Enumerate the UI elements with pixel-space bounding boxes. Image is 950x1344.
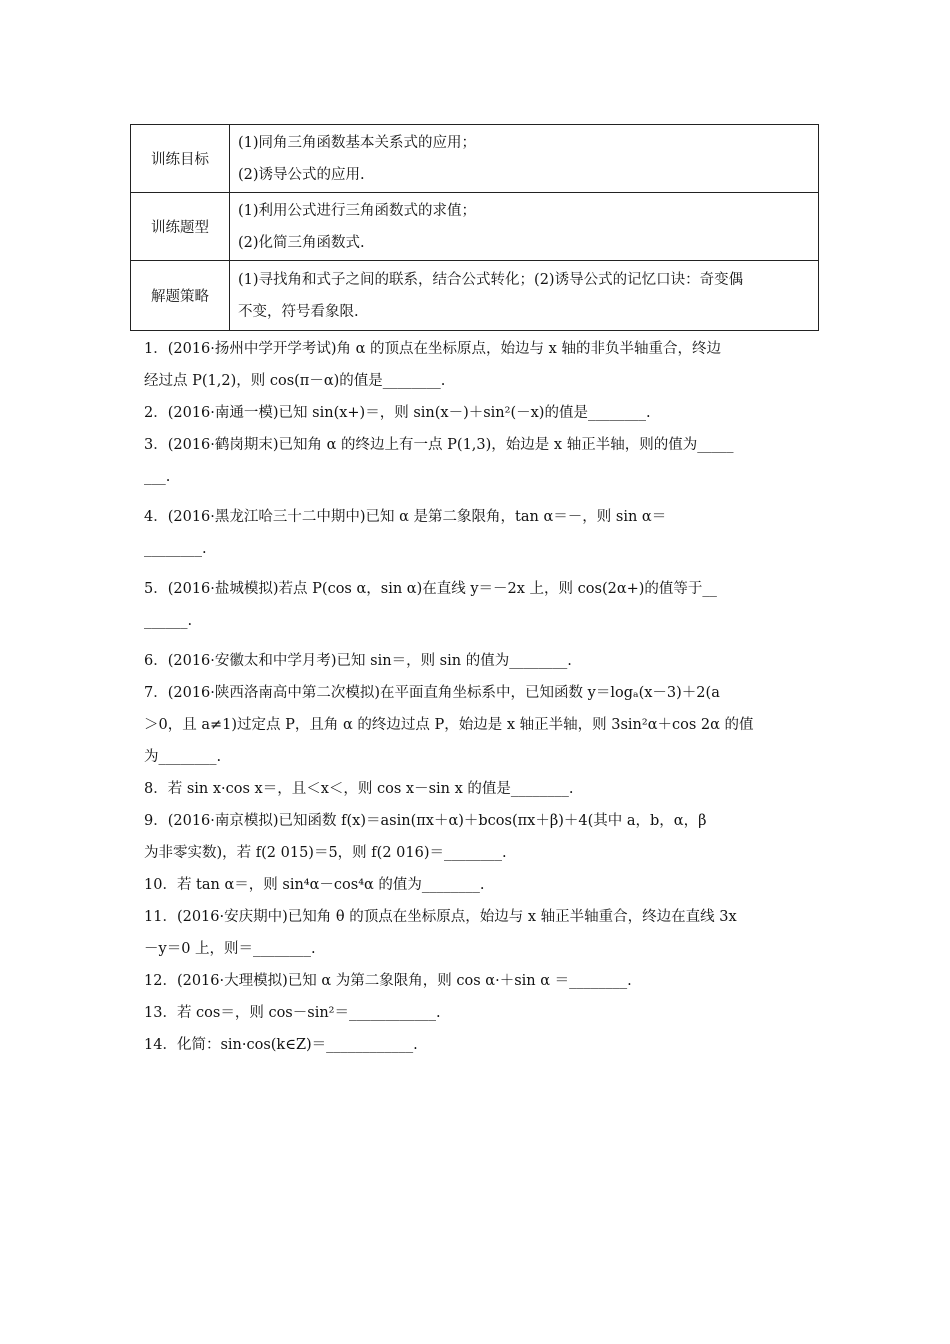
row-label: 训练题型 [131,193,230,261]
question-6 [144,645,809,677]
content-line: (2)诱导公式的应用. [238,166,365,183]
question-line: ___. [144,469,171,485]
question-line: 9．(2016·南京模拟)已知函数 f(x)＝asin(πx＋α)＋bcos(πx＋β)＋4(其中 a，b，α，β [144,813,707,829]
question-14 [144,1029,809,1061]
question-2 [144,397,809,429]
content-line: (1)同角三角函数基本关系式的应用； [238,134,477,151]
content-line: (1)利用公式进行三角函数式的求值； [238,202,477,219]
row-label: 解题策略 [131,261,230,331]
question-13 [144,997,809,1029]
table-row-strategy [131,261,819,331]
question-line: ＞0，且 a≠1)过定点 P，且角 α 的终边过点 P，始边是 x 轴正半轴，则 3sin²α＋cos 2α 的值 [144,717,754,733]
question-line: 11．(2016·安庆期中)已知角 θ 的顶点在坐标原点，始边与 x 轴正半轴重合，终边在直线 3x [144,909,737,925]
row-content [230,261,819,331]
question-line: 14．化简：sin·cos(k∈Z)＝____________. [144,1037,418,1053]
question-12 [144,965,809,997]
content-line: 不变，符号看象限. [238,303,359,320]
question-line: ________. [144,541,207,557]
table-row-type [131,193,819,261]
row-label: 训练目标 [131,125,230,193]
question-line: －y＝0 上，则＝________. [144,941,316,957]
question-9 [144,805,809,869]
training-info-table [130,124,819,331]
question-3 [144,429,809,493]
question-line: 4．(2016·黑龙江哈三十二中期中)已知 α 是第二象限角，tan α＝－，则 sin α＝ [144,509,667,525]
question-line: 为________. [144,749,222,765]
content-line: (2)化简三角函数式. [238,234,365,251]
question-line: 8．若 sin x·cos x＝，且＜x＜，则 cos x－sin x 的值是________. [144,781,574,797]
question-line: 3．(2016·鹤岗期末)已知角 α 的终边上有一点 P(1,3)，始边是 x 轴正半轴，则的值为_____ [144,437,734,453]
question-line: 5．(2016·盐城模拟)若点 P(cos α，sin α)在直线 y＝－2x 上，则 cos(2α+)的值等于__ [144,581,717,597]
question-11 [144,901,809,965]
question-line: 经过点 P(1,2)，则 cos(π－α)的值是________. [144,373,446,389]
question-8 [144,773,809,805]
question-line: 为非零实数)，若 f(2 015)＝5，则 f(2 016)＝________. [144,845,507,861]
question-line: 7．(2016·陕西洛南高中第二次模拟)在平面直角坐标系中，已知函数 y＝logₐ(x－3)＋2(a [144,685,720,701]
question-10 [144,869,809,901]
question-list [144,333,809,1061]
row-content [230,125,819,193]
question-line: 10．若 tan α＝，则 sin⁴α－cos⁴α 的值为________. [144,877,485,893]
question-line: 13．若 cos＝，则 cos－sin²＝____________. [144,1005,441,1021]
table-row-goal [131,125,819,193]
question-line: 2．(2016·南通一模)已知 sin(x+)＝，则 sin(x－)＋sin²(－x)的值是________. [144,405,651,421]
question-line: 1．(2016·扬州中学开学考试)角 α 的顶点在坐标原点，始边与 x 轴的非负半轴重合，终边 [144,341,721,357]
question-line: 6．(2016·安徽太和中学月考)已知 sin＝，则 sin 的值为________. [144,653,572,669]
row-content [230,193,819,261]
question-5 [144,573,809,637]
question-1 [144,333,809,397]
question-4 [144,501,809,565]
content-line: (1)寻找角和式子之间的联系，结合公式转化；(2)诱导公式的记忆口诀：奇变偶 [238,271,744,288]
question-line: ______. [144,613,193,629]
question-line: 12．(2016·大理模拟)已知 α 为第二象限角，则 cos α·＋sin α ＝________. [144,973,632,989]
question-7 [144,677,809,773]
